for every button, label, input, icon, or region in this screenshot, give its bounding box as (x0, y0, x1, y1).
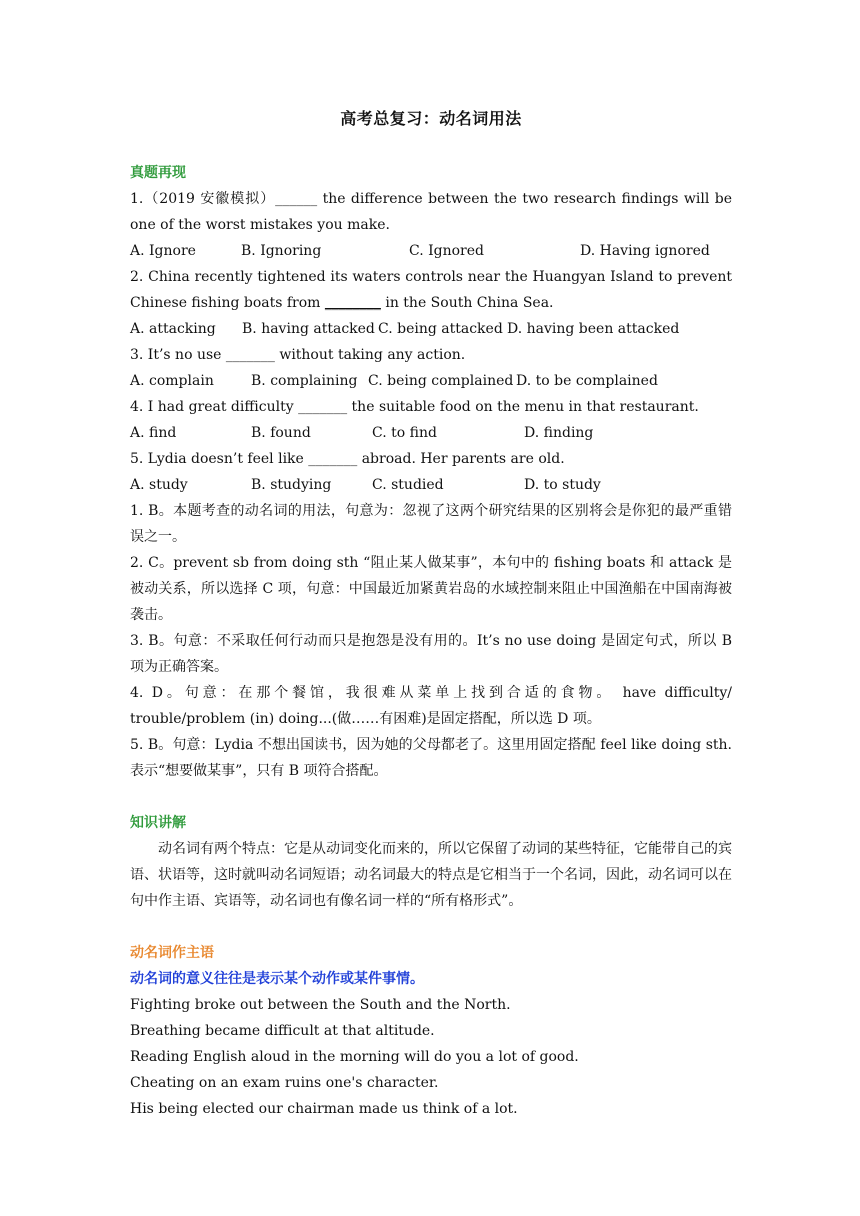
option-b: B. studying (251, 477, 332, 493)
question-4-options (130, 420, 732, 446)
knowledge-paragraph: 动名词有两个特点：它是从动词变化而来的，所以它保留了动词的某些特征，它能带自己的宾语、状语等，这时就叫动名词短语；动名词最大的特点是它相当于一个名词，因此，动名词可以在句中作主语、宾语等，动名词也有像名词一样的“所有格形式”。 (130, 841, 732, 909)
option-a: A. attacking (130, 321, 216, 337)
option-d: D. finding (524, 425, 594, 441)
option-d: D. having been attacked (507, 321, 680, 337)
question-1-options (130, 238, 732, 264)
section-heading-knowledge: 知识讲解 (130, 815, 186, 831)
section-heading-gerund-subject: 动名词作主语 (130, 945, 214, 961)
option-a: A. Ignore (130, 243, 196, 259)
example-sentence: Breathing became difficult at that altitude. (130, 1023, 435, 1039)
page-title: 高考总复习：动名词用法 (340, 109, 522, 128)
question-2-options (130, 316, 732, 342)
spacer (130, 914, 732, 940)
option-a: A. complain (130, 373, 214, 389)
gerund-subject-subheading: 动名词的意义往往是表示某个动作或某件事情。 (130, 971, 424, 987)
document-content (130, 100, 737, 1122)
question-3-options (130, 368, 732, 394)
question-5-options (130, 472, 732, 498)
question-5-stem: 5. Lydia doesn’t feel like _______ abroad. Her parents are old. (130, 451, 565, 467)
question-2-stem (130, 264, 737, 316)
question-4-stem: 4. I had great difficulty _______ the suitable food on the menu in that restaurant. (130, 399, 699, 415)
option-b: B. complaining (251, 373, 358, 389)
question-2-stem-post: in the South China Sea. (380, 295, 554, 311)
option-b: B. found (251, 425, 311, 441)
option-c: C. studied (372, 477, 444, 493)
answer-5: 5. B。句意：Lydia 不想出国读书，因为她的父母都老了。这里用固定搭配 feel like doing sth. 表示“想要做某事”，只有 B 项符合搭配。 (130, 737, 732, 779)
option-a: A. study (130, 477, 188, 493)
answer-3: 3. B。句意：不采取任何行动而只是抱怨是没有用的。It’s no use doing 是固定句式，所以 B 项为正确答案。 (130, 633, 732, 675)
answer-1: 1. B。本题考查的动名词的用法，句意为：忽视了这两个研究结果的区别将会是你犯的最严重错误之一。 (130, 503, 732, 545)
option-d: D. to be complained (516, 373, 658, 389)
option-c: C. being attacked (378, 321, 503, 337)
option-c: C. to find (372, 425, 437, 441)
question-2-stem-pre: 2. China recently tightened its waters controls near the Huangyan Island to prevent Chinese fishing boats from (130, 269, 737, 311)
option-d: D. to study (524, 477, 601, 493)
example-sentence: Cheating on an exam ruins one's character. (130, 1075, 439, 1091)
question-2-blank: ________ (324, 295, 381, 311)
section-heading-real-questions: 真题再现 (130, 165, 186, 181)
option-b: B. having attacked (242, 321, 375, 337)
option-b: B. Ignoring (241, 243, 322, 259)
option-c: C. Ignored (409, 243, 484, 259)
example-sentence: Fighting broke out between the South and the North. (130, 997, 511, 1013)
example-sentence: His being elected our chairman made us think of a lot. (130, 1101, 518, 1117)
spacer (130, 784, 732, 810)
answer-2: 2. C。prevent sb from doing sth “阻止某人做某事”，本句中的 fishing boats 和 attack 是被动关系，所以选择 C 项，句意：中国最近加紧黄岩岛的水域控制来阻止中国渔船在中国南海被袭击。 (130, 555, 732, 623)
option-c: C. being complained (368, 373, 514, 389)
answer-4: 4. D。句意：在那个餐馆，我很难从菜单上找到合适的食物。 have difficulty/ trouble/problem (in) doing...(做……有困难)是固定搭配，所以选 D 项。 (130, 685, 732, 727)
question-3-stem: 3. It’s no use _______ without taking any action. (130, 347, 466, 363)
option-d: D. Having ignored (580, 243, 710, 259)
option-a: A. find (130, 425, 177, 441)
example-sentence: Reading English aloud in the morning will do you a lot of good. (130, 1049, 579, 1065)
question-1-stem: 1.（2019 安徽模拟）______ the difference between the two research findings will be one of the worst mistakes you make. (130, 191, 737, 233)
